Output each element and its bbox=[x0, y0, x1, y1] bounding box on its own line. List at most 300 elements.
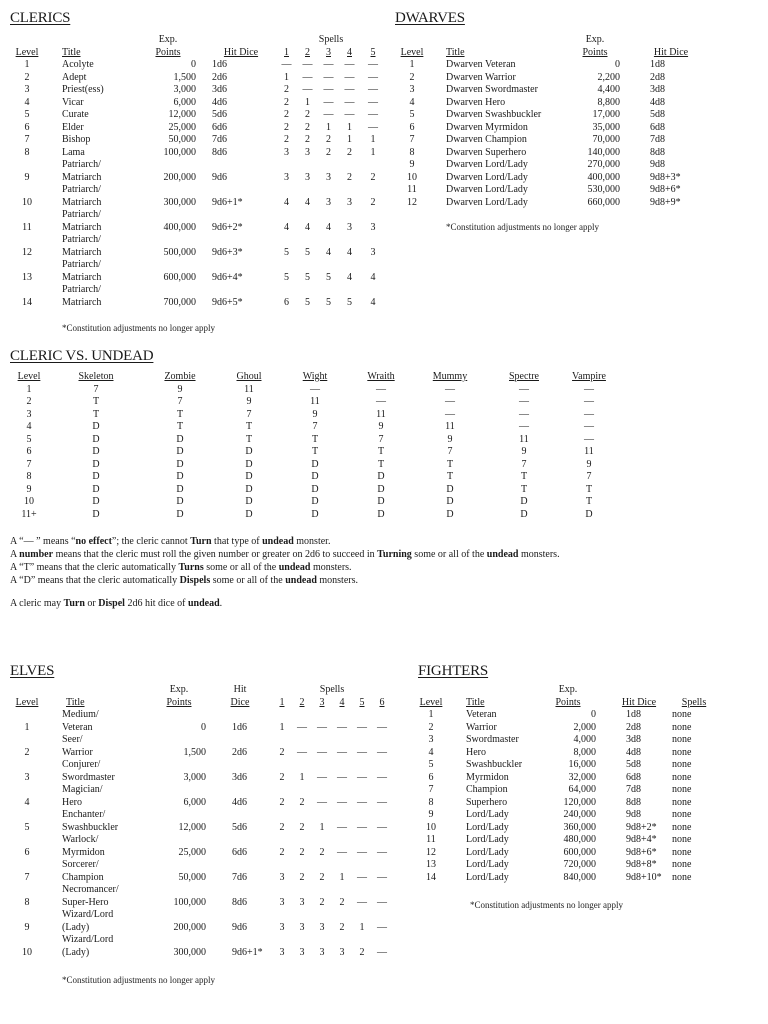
legend-term: Turn bbox=[63, 598, 85, 609]
title-line: Lama bbox=[62, 146, 85, 158]
title-line: (Lady) bbox=[62, 921, 90, 933]
hit-dice-cell: 9d6+5* bbox=[212, 296, 243, 308]
legend-text: A “T” means that the cleric automatically bbox=[10, 562, 179, 573]
exp-cell: 6,000 bbox=[173, 96, 196, 108]
level-cell: 6 bbox=[24, 846, 30, 858]
spell-cell: — bbox=[357, 871, 367, 883]
hit-dice-cell: 3d8 bbox=[650, 84, 665, 95]
undead-cell: T bbox=[377, 458, 385, 470]
spell-col-header: 4 bbox=[347, 46, 352, 58]
level-cell: 3 bbox=[24, 771, 30, 783]
spells-cell: none bbox=[672, 734, 692, 745]
hit-dice-cell: 5d6 bbox=[232, 821, 247, 833]
undead-cell: 7 bbox=[93, 383, 99, 395]
title-line: Wizard/Lord bbox=[62, 934, 114, 945]
hit-dice-cell: 8d6 bbox=[232, 896, 247, 908]
spell-cell: — bbox=[344, 71, 355, 83]
spell-cell: 3 bbox=[347, 221, 352, 233]
title-line: Matriarch bbox=[62, 196, 102, 208]
exp-cell: 8,000 bbox=[573, 746, 596, 758]
table-row bbox=[8, 759, 392, 784]
level-cell: 11 bbox=[426, 834, 436, 845]
legend-term: no effect bbox=[75, 536, 112, 547]
exp-cell: 660,000 bbox=[587, 196, 620, 208]
title-line: Super-Hero bbox=[62, 896, 109, 908]
title-line: Patriarch/ bbox=[62, 209, 101, 220]
level-cell: 2 bbox=[26, 396, 32, 407]
spells-cell: none bbox=[672, 771, 692, 783]
level-cell: 8 bbox=[26, 471, 32, 482]
hit-dice-cell: 9d6+4* bbox=[212, 271, 243, 283]
undead-cell: T bbox=[585, 496, 593, 507]
level-cell: 7 bbox=[428, 784, 434, 795]
spell-cell: — bbox=[368, 96, 378, 108]
table-row bbox=[8, 84, 386, 97]
spell-cell: — bbox=[377, 746, 387, 758]
elves-note: *Constitution adjustments no longer apply bbox=[62, 975, 215, 985]
title-cell bbox=[46, 122, 138, 135]
title-cell: Dwarven Swordmaster bbox=[446, 84, 538, 95]
table-row bbox=[412, 772, 718, 785]
level-cell: 8 bbox=[409, 146, 415, 158]
fighters-table bbox=[412, 684, 718, 884]
title-cell: Hero bbox=[466, 746, 486, 758]
spell-cell: 1 bbox=[305, 96, 310, 108]
title-line: Myrmidon bbox=[62, 846, 105, 858]
undead-cell: D bbox=[245, 458, 253, 470]
legend-term: Turning bbox=[377, 549, 412, 560]
undead-cell: D bbox=[311, 471, 319, 482]
legend-term: Turn bbox=[190, 536, 212, 547]
exp-cell: 600,000 bbox=[163, 271, 196, 283]
hit-dice-cell: 7d6 bbox=[232, 871, 247, 883]
table-row bbox=[8, 159, 386, 184]
level-cell: 12 bbox=[407, 196, 417, 208]
spell-cell: 2 bbox=[299, 821, 305, 833]
table-row bbox=[392, 84, 708, 97]
spell-cell: — bbox=[377, 846, 387, 858]
title-line: Wizard/Lord bbox=[62, 909, 114, 920]
title-cell: Superhero bbox=[466, 796, 508, 808]
exp-cell: 840,000 bbox=[563, 871, 596, 883]
title-line: Swashbuckler bbox=[62, 821, 119, 833]
exp-cell: 100,000 bbox=[163, 146, 196, 158]
spell-cell: 1 bbox=[284, 71, 289, 83]
table-row bbox=[8, 109, 386, 122]
undead-cell: T bbox=[92, 396, 100, 407]
undead-col-header: Wraith bbox=[367, 371, 395, 382]
undead-cell: — bbox=[584, 408, 594, 420]
spell-col-header: 3 bbox=[319, 696, 325, 708]
spell-col-header: 5 bbox=[370, 46, 376, 58]
spell-cell: — bbox=[317, 746, 327, 758]
spell-cell: 2 bbox=[319, 871, 325, 883]
table-row bbox=[412, 797, 718, 810]
undead-cell: 11 bbox=[584, 446, 594, 457]
title-cell: Lord/Lady bbox=[466, 871, 509, 883]
undead-cell: D bbox=[92, 458, 100, 470]
hit-dice-cell: 9d8 bbox=[626, 809, 641, 820]
undead-footer bbox=[10, 597, 222, 610]
level-cell: 9 bbox=[24, 921, 30, 933]
spell-cell: 2 bbox=[347, 146, 352, 158]
spells-cell: none bbox=[672, 721, 692, 733]
legend-text: monsters. bbox=[518, 549, 560, 560]
hit-dice-cell: 4d8 bbox=[650, 96, 665, 108]
title-line: Patriarch/ bbox=[62, 159, 101, 170]
spell-cell: 4 bbox=[326, 246, 331, 258]
hit-dice-cell: 6d6 bbox=[232, 846, 247, 858]
table-row bbox=[392, 197, 708, 210]
exp-cell: 0 bbox=[201, 721, 206, 733]
spell-cell: — bbox=[337, 746, 347, 758]
hit-dice-cell: 4d6 bbox=[212, 96, 227, 108]
spell-cell: 2 bbox=[284, 109, 289, 120]
undead-cell: D bbox=[176, 508, 184, 520]
title-line: Necromancer/ bbox=[62, 884, 119, 895]
table-row bbox=[10, 434, 616, 447]
spell-cell: 1 bbox=[319, 821, 325, 833]
undead-cell: T bbox=[245, 421, 253, 432]
undead-cell: D bbox=[446, 496, 454, 507]
title-cell: Champion bbox=[466, 784, 508, 795]
exp-cell: 530,000 bbox=[587, 184, 620, 195]
spell-cell: — bbox=[357, 771, 367, 783]
undead-cell: 11 bbox=[445, 421, 455, 432]
spell-cell: 1 bbox=[326, 121, 331, 133]
table-row bbox=[412, 872, 718, 885]
title-cell: Warrior bbox=[466, 721, 497, 733]
hit-dice-header: Hit Dice bbox=[621, 696, 657, 708]
spells-cell: none bbox=[672, 846, 692, 858]
exp-cell: 700,000 bbox=[163, 296, 196, 308]
exp-header: Points bbox=[582, 46, 608, 58]
spell-cell: 1 bbox=[299, 771, 305, 783]
legend-text: A “— ” means “ bbox=[10, 536, 76, 547]
table-row bbox=[412, 747, 718, 760]
hit-dice-cell: 5d8 bbox=[626, 759, 641, 770]
spells-cell: none bbox=[672, 871, 692, 883]
title-cell bbox=[46, 84, 138, 97]
title-cell bbox=[46, 97, 138, 110]
level-cell: 8 bbox=[24, 146, 30, 158]
hit-dice-header: Dice bbox=[230, 696, 250, 708]
undead-cell: 9 bbox=[177, 383, 183, 395]
title-line: Champion bbox=[62, 871, 104, 883]
hit-dice-cell: 2d6 bbox=[212, 71, 227, 83]
undead-cell: 11 bbox=[519, 433, 529, 445]
legend-text: monsters. bbox=[316, 575, 358, 586]
exp-cell: 16,000 bbox=[568, 759, 596, 770]
level-cell: 6 bbox=[24, 121, 30, 133]
title-cell: Lord/Lady bbox=[466, 859, 509, 870]
exp-cell: 70,000 bbox=[592, 134, 620, 145]
undead-cell: 9 bbox=[246, 396, 252, 407]
title-cell: Dwarven Lord/Lady bbox=[446, 184, 528, 195]
legend-term: undead bbox=[278, 562, 311, 573]
legend-line bbox=[10, 535, 560, 548]
legend-text: that type of bbox=[211, 536, 263, 547]
hit-dice-cell: 9d6+1* bbox=[212, 196, 243, 208]
level-cell: 9 bbox=[26, 483, 32, 495]
level-cell: 2 bbox=[24, 71, 30, 83]
level-cell: 10 bbox=[22, 946, 32, 958]
spell-cell: 1 bbox=[370, 134, 376, 145]
undead-cell: T bbox=[520, 483, 528, 495]
level-cell: 9 bbox=[24, 171, 30, 183]
hit-dice-cell: 2d8 bbox=[626, 721, 641, 733]
spell-cell: — bbox=[323, 109, 334, 120]
spell-cell: 4 bbox=[305, 221, 310, 233]
table-row bbox=[412, 822, 718, 835]
title-line: Sorcerer/ bbox=[62, 859, 99, 870]
hit-dice-cell: 4d6 bbox=[232, 796, 247, 808]
undead-cell: D bbox=[176, 433, 184, 445]
exp-cell: 32,000 bbox=[568, 771, 596, 783]
spell-cell: — bbox=[368, 71, 378, 83]
spell-cell: — bbox=[368, 121, 378, 133]
spell-cell: — bbox=[317, 771, 327, 783]
spell-cell: 2 bbox=[370, 171, 376, 183]
spell-cell: — bbox=[368, 84, 378, 95]
spell-col-header: 2 bbox=[305, 46, 310, 58]
exp-cell: 400,000 bbox=[163, 221, 196, 233]
title-cell bbox=[46, 72, 138, 85]
legend-line bbox=[10, 548, 560, 561]
level-cell: 12 bbox=[22, 246, 32, 258]
undead-cell: D bbox=[92, 508, 100, 520]
hit-header-top: Hit bbox=[233, 684, 247, 695]
undead-cell: 9 bbox=[447, 433, 453, 445]
title-line: Matriarch bbox=[62, 271, 102, 283]
undead-cell: T bbox=[92, 408, 100, 420]
spell-cell: — bbox=[344, 84, 355, 95]
level-cell: 7 bbox=[409, 134, 415, 145]
dwarves-heading: DWARVES bbox=[395, 10, 465, 26]
level-cell: 11+ bbox=[21, 508, 37, 520]
legend-text: some or all of the bbox=[411, 549, 487, 560]
hit-dice-cell: 6d8 bbox=[626, 771, 641, 783]
hit-dice-cell: 9d6 bbox=[232, 921, 247, 933]
title-cell: Dwarven Superhero bbox=[446, 146, 527, 158]
spells-cell: none bbox=[672, 859, 692, 870]
title-cell bbox=[46, 159, 138, 184]
table-row bbox=[8, 734, 392, 759]
exp-cell: 1,500 bbox=[183, 746, 206, 758]
spell-cell: 5 bbox=[284, 246, 289, 258]
table-row bbox=[8, 59, 386, 72]
table-row bbox=[8, 234, 386, 259]
spell-cell: 5 bbox=[305, 246, 310, 258]
exp-header: Points bbox=[166, 696, 192, 708]
spell-col-header: 3 bbox=[326, 46, 331, 58]
undead-cell: D bbox=[92, 433, 100, 445]
exp-cell: 3,000 bbox=[183, 771, 206, 783]
level-cell: 7 bbox=[26, 458, 32, 470]
fighters-note: *Constitution adjustments no longer apply bbox=[470, 900, 623, 910]
level-cell: 5 bbox=[409, 109, 415, 120]
legend-term: undead bbox=[262, 536, 294, 547]
level-cell: 5 bbox=[24, 821, 30, 833]
undead-cell: — bbox=[376, 383, 386, 395]
title-cell bbox=[46, 134, 138, 147]
undead-cell: D bbox=[377, 496, 385, 507]
legend-term: number bbox=[19, 549, 54, 560]
level-cell: 3 bbox=[428, 734, 434, 745]
spell-cell: — bbox=[377, 721, 387, 733]
hit-dice-cell: 9d8+9* bbox=[650, 196, 681, 208]
title-line: Magician/ bbox=[62, 784, 103, 795]
level-cell: 8 bbox=[428, 796, 434, 808]
level-cell: 9 bbox=[428, 809, 434, 820]
undead-cell: T bbox=[311, 433, 319, 445]
legend-term: undead bbox=[285, 575, 317, 586]
exp-cell: 400,000 bbox=[587, 171, 620, 183]
spell-cell: — bbox=[377, 921, 387, 933]
hit-dice-cell: 9d8+10* bbox=[626, 871, 662, 883]
undead-cell: T bbox=[585, 483, 593, 495]
level-cell: 2 bbox=[24, 746, 30, 758]
level-cell: 6 bbox=[428, 771, 434, 783]
exp-cell: 64,000 bbox=[568, 784, 596, 795]
level-cell: 4 bbox=[409, 96, 415, 108]
hit-dice-cell: 2d6 bbox=[232, 746, 247, 758]
title-line: Warrior bbox=[62, 746, 93, 758]
spell-cell: 4 bbox=[370, 296, 376, 308]
undead-cell: T bbox=[176, 408, 184, 420]
spell-cell: 3 bbox=[284, 171, 289, 183]
title-cell bbox=[46, 834, 150, 859]
exp-cell: 12,000 bbox=[168, 109, 196, 120]
spell-cell: 3 bbox=[284, 146, 289, 158]
spell-cell: 2 bbox=[305, 121, 310, 133]
title-line: Vicar bbox=[62, 96, 84, 108]
undead-col-header: Ghoul bbox=[236, 371, 262, 382]
spell-cell: 2 bbox=[299, 871, 305, 883]
undead-cell: T bbox=[311, 446, 319, 457]
spell-cell: 1 bbox=[279, 721, 285, 733]
title-line: Adept bbox=[62, 71, 87, 83]
exp-cell: 2,000 bbox=[573, 721, 596, 733]
spell-cell: 6 bbox=[284, 296, 289, 308]
spell-cell: — bbox=[337, 721, 347, 733]
spell-cell: 3 bbox=[279, 921, 285, 933]
hit-dice-cell: 1d6 bbox=[212, 59, 227, 70]
level-cell: 7 bbox=[24, 134, 30, 145]
table-row bbox=[8, 72, 386, 85]
spell-cell: — bbox=[337, 821, 347, 833]
title-cell: Lord/Lady bbox=[466, 821, 509, 833]
spell-cell: — bbox=[368, 109, 378, 120]
exp-cell: 17,000 bbox=[592, 109, 620, 120]
undead-cell: D bbox=[446, 508, 454, 520]
spell-cell: — bbox=[377, 796, 387, 808]
table-row bbox=[8, 884, 392, 909]
spell-cell: — bbox=[323, 96, 334, 108]
table-row bbox=[10, 509, 616, 522]
title-cell: Dwarven Warrior bbox=[446, 71, 516, 83]
spell-cell: 5 bbox=[347, 296, 352, 308]
level-cell: 5 bbox=[26, 433, 32, 445]
spell-cell: — bbox=[323, 59, 334, 70]
table-row bbox=[392, 109, 708, 122]
spell-cell: 5 bbox=[326, 271, 331, 283]
level-cell: 1 bbox=[26, 383, 32, 395]
spell-cell: 4 bbox=[326, 221, 331, 233]
hit-dice-cell: 9d8+8* bbox=[626, 859, 657, 870]
hit-dice-cell: 9d6+2* bbox=[212, 221, 243, 233]
spell-cell: 2 bbox=[370, 196, 376, 208]
undead-cell: T bbox=[520, 471, 528, 482]
spell-cell: 1 bbox=[347, 134, 352, 145]
legend-text: monster. bbox=[293, 536, 331, 547]
undead-cell: D bbox=[176, 483, 184, 495]
hit-dice-cell: 2d8 bbox=[650, 71, 665, 83]
level-cell: 10 bbox=[24, 496, 34, 507]
exp-cell: 12,000 bbox=[178, 821, 206, 833]
title-cell: Dwarven Myrmidon bbox=[446, 121, 528, 133]
title-line: Enchanter/ bbox=[62, 809, 106, 820]
title-line: Seer/ bbox=[62, 734, 83, 745]
spells-header: Spells bbox=[681, 696, 707, 708]
undead-col-header: Zombie bbox=[164, 371, 196, 382]
spell-cell: 3 bbox=[319, 946, 325, 958]
undead-cell: D bbox=[520, 508, 528, 520]
hit-dice-cell: 1d8 bbox=[626, 709, 641, 720]
title-cell: Veteran bbox=[466, 709, 497, 720]
level-cell: 11 bbox=[407, 184, 417, 195]
legend-text: some or all of the bbox=[203, 562, 279, 573]
undead-cell: — bbox=[376, 396, 386, 407]
table-row bbox=[8, 809, 392, 834]
level-header: Level bbox=[400, 46, 424, 58]
spell-cell: 3 bbox=[299, 946, 305, 958]
spell-cell: 3 bbox=[370, 221, 376, 233]
undead-cell: D bbox=[311, 508, 319, 520]
table-row bbox=[10, 471, 616, 484]
table-row bbox=[10, 396, 616, 409]
undead-cell: 7 bbox=[246, 408, 252, 420]
title-line: Priest(ess) bbox=[62, 84, 104, 95]
table-row bbox=[8, 834, 392, 859]
level-header: Level bbox=[419, 696, 443, 708]
hit-dice-cell: 3d6 bbox=[232, 771, 247, 783]
spell-cell: — bbox=[337, 796, 347, 808]
hit-dice-cell: 4d8 bbox=[626, 746, 641, 758]
spell-cell: 3 bbox=[326, 196, 331, 208]
title-line: Conjurer/ bbox=[62, 759, 101, 770]
spell-cell: 4 bbox=[370, 271, 376, 283]
spell-cell: 1 bbox=[359, 921, 365, 933]
exp-cell: 25,000 bbox=[168, 121, 196, 133]
title-cell bbox=[46, 234, 138, 259]
undead-cell: 11 bbox=[244, 383, 254, 395]
spell-cell: 2 bbox=[359, 946, 365, 958]
undead-cell: — bbox=[584, 383, 594, 395]
legend-text: or bbox=[84, 598, 99, 609]
spell-cell: — bbox=[377, 896, 387, 908]
fighters-heading: FIGHTERS bbox=[418, 663, 489, 679]
title-cell: Lord/Lady bbox=[466, 846, 509, 858]
exp-cell: 100,000 bbox=[173, 896, 206, 908]
level-cell: 4 bbox=[26, 421, 32, 432]
hit-dice-cell: 7d6 bbox=[212, 134, 227, 145]
spell-cell: 1 bbox=[347, 121, 352, 133]
level-cell: 6 bbox=[26, 446, 32, 457]
title-line: Matriarch bbox=[62, 246, 102, 258]
spell-col-header: 1 bbox=[284, 46, 289, 58]
undead-cell: D bbox=[176, 446, 184, 457]
